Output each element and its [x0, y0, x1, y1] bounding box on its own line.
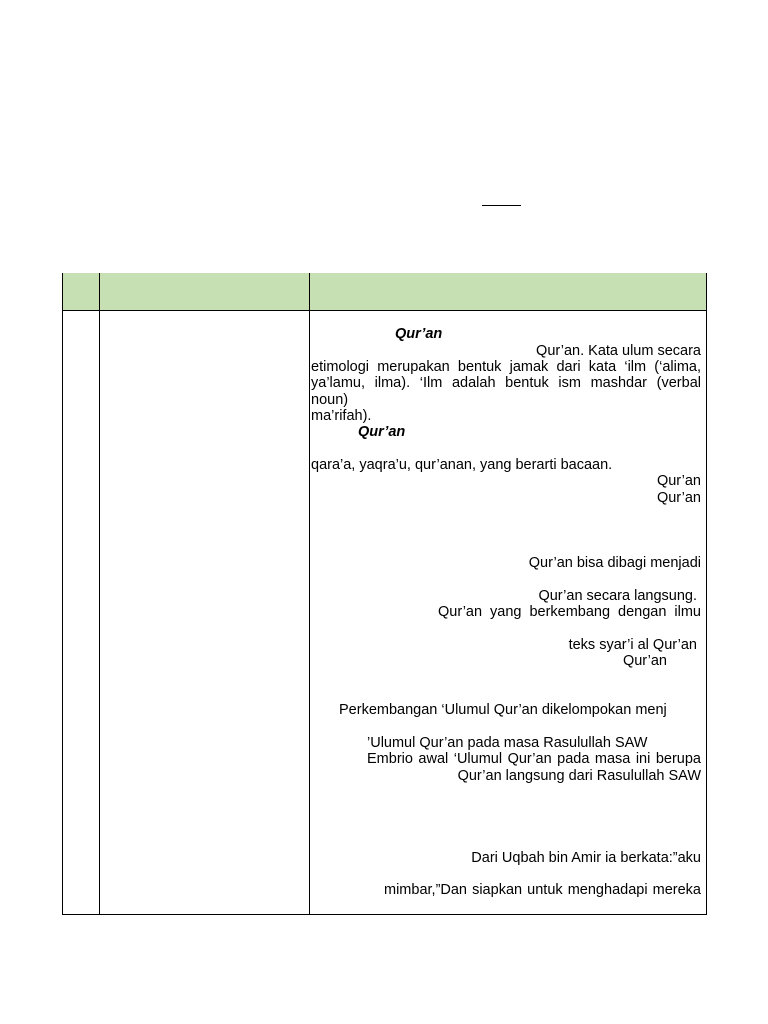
term-quran-1: Qur’an [395, 326, 443, 342]
text-line: Qur’an yang berkembang dengan ilmu [438, 604, 701, 620]
text-line: Qur’an bisa dibagi menjadi [528, 555, 701, 571]
term-quran-2: Qur’an [358, 424, 406, 440]
content-cell [311, 311, 701, 913]
text-line: ’Ulumul Qur’an pada masa Rasulullah SAW [367, 735, 648, 751]
text-line: Qur’an langsung dari Rasulullah SAW [457, 768, 701, 784]
text-line: Embrio awal ‘Ulumul Qur’an pada masa ini berupa [367, 751, 701, 767]
text-line: ya’lamu, ilma). ‘Ilm adalah bentuk ism mashdar (verbal noun) [311, 375, 701, 408]
text-line: Qur’an. Kata ulum secara [536, 343, 701, 359]
text-line: ma’rifah). [311, 408, 372, 424]
title-blank-underline [482, 205, 521, 206]
text-line: mimbar,”Dan siapkan untuk menghadapi mereka [384, 882, 701, 898]
table-header-row [63, 273, 706, 311]
text-line: teks syar’i al Qur’an [568, 637, 697, 653]
text-line: qara’a, yaqra’u, qur’anan, yang berarti bacaan. [311, 457, 613, 473]
text-line: Qur’an secara langsung. [538, 588, 697, 604]
text-line: etimologi merupakan bentuk jamak dari kata ‘ilm (‘alima, [311, 359, 701, 375]
column-divider-1 [99, 273, 100, 914]
text-line: Perkembangan ‘Ulumul Qur’an dikelompokan menj [339, 702, 667, 718]
content-table [62, 273, 707, 915]
text-line: Qur’an [656, 490, 701, 506]
text-line: Qur’an [656, 473, 701, 489]
text-line: Qur’an [622, 653, 667, 669]
text-line: Dari Uqbah bin Amir ia berkata:”aku [471, 850, 701, 866]
column-divider-2 [309, 273, 310, 914]
